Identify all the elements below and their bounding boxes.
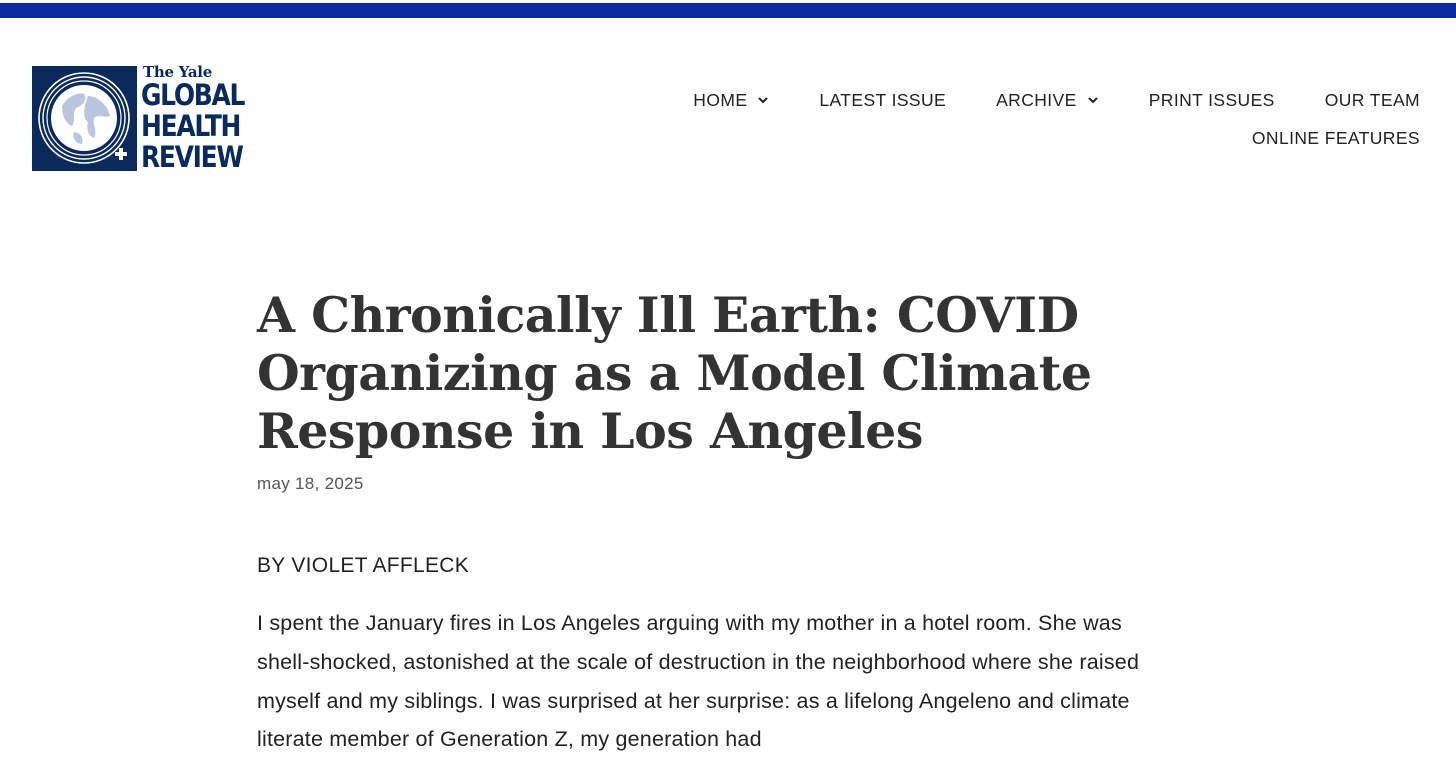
nav-item-label: ONLINE FEATURES xyxy=(1251,127,1420,148)
accent-bar xyxy=(0,0,1456,18)
chevron-down-icon xyxy=(1087,94,1099,106)
nav-item-our-team[interactable] xyxy=(1325,90,1420,111)
article xyxy=(257,286,1177,781)
logo-line-global: GLOBAL xyxy=(141,78,245,112)
nav-item-latest-issue[interactable] xyxy=(819,90,946,111)
logo-line-review: REVIEW xyxy=(141,140,243,174)
chevron-down-icon xyxy=(757,94,769,106)
site-logo[interactable] xyxy=(32,63,261,174)
nav-item-label: HOME xyxy=(693,89,748,110)
nav-item-print-issues[interactable] xyxy=(1149,90,1275,111)
nav-item-label: ARCHIVE xyxy=(996,89,1077,110)
main-nav xyxy=(693,88,1420,150)
nav-row-primary xyxy=(693,88,1420,112)
article-body-paragraph: I spent the January fires in Los Angeles arguing with my mother in a hotel room. She was shell-shocked, astonished at the scale of destruction in the neighborhood where she raised myself and my siblings. I was surprised at her surprise: as a lifelong Angeleno and climate literate member of Generation Z, my generation had xyxy=(257,611,1140,752)
nav-item-label: OUR TEAM xyxy=(1324,89,1420,110)
globe-icon xyxy=(32,66,137,171)
article-date: may 18, 2025 xyxy=(257,474,364,493)
nav-item-home[interactable] xyxy=(693,90,769,111)
nav-row-secondary xyxy=(693,126,1420,150)
nav-item-online-features[interactable] xyxy=(1252,128,1420,149)
logo-line-health: HEALTH xyxy=(141,109,241,143)
logo-the-label: The Yale xyxy=(143,63,212,81)
nav-item-label: PRINT ISSUES xyxy=(1148,89,1275,110)
nav-item-label: LATEST ISSUE xyxy=(819,89,947,110)
article-byline: BY VIOLET AFFLECK xyxy=(257,554,470,577)
logo-wordmark xyxy=(141,63,261,174)
article-title: A Chronically Ill Earth: COVID Organizing as a Model Climate Response in Los Angeles xyxy=(257,286,1092,460)
nav-item-archive[interactable] xyxy=(996,90,1099,111)
